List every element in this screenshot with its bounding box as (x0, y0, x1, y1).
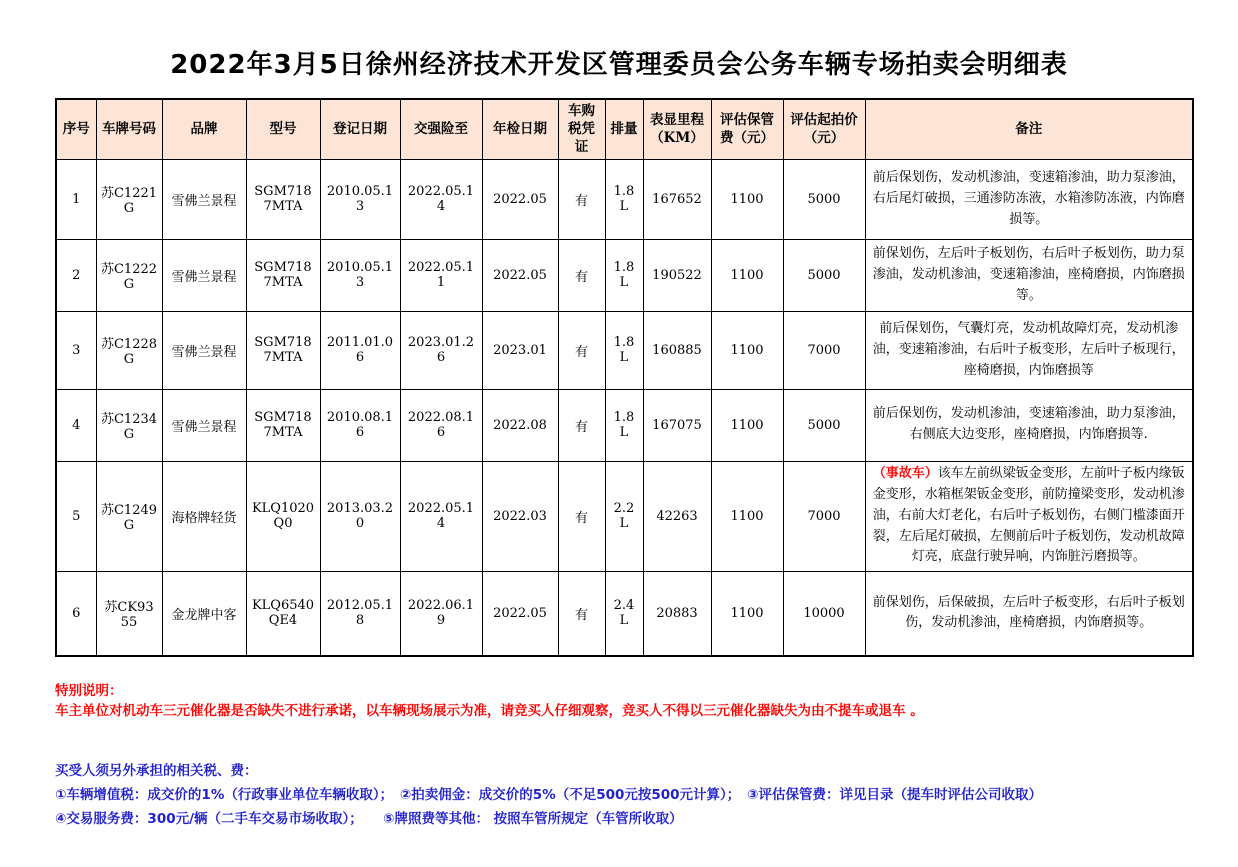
header-reg-date: 登记日期 (320, 99, 400, 159)
cell-plate: 苏C1234G (96, 389, 162, 461)
notes-section (55, 681, 1238, 830)
header-plate: 车牌号码 (96, 99, 162, 159)
cell-custody-fee: 1100 (711, 159, 783, 239)
cell-displacement: 1.8L (605, 389, 643, 461)
cell-tax-cert: 有 (558, 159, 605, 239)
cell-custody-fee: 1100 (711, 571, 783, 656)
cell-plate: 苏C1221G (96, 159, 162, 239)
fees-line-2: ④交易服务费：300元/辆（二手车交易市场收取）； ⑤牌照费等其他： 按照车管所规定（车管所收取） (55, 811, 683, 828)
cell-inspection-date: 2022.05 (482, 239, 558, 311)
cell-no: 4 (56, 389, 96, 461)
header-model: 型号 (246, 99, 320, 159)
cell-insurance-until: 2022.06.19 (400, 571, 482, 656)
accident-tag: （事故车） (872, 466, 938, 482)
cell-brand: 雪佛兰景程 (162, 389, 246, 461)
cell-mileage: 42263 (643, 461, 711, 571)
remark-text: 前后保划伤，发动机渗油，变速箱渗油，助力泵渗油，右侧底大边变形，座椅磨损，内饰磨损等. (872, 406, 1185, 443)
header-custody-fee: 评估保管费（元） (711, 99, 783, 159)
cell-inspection-date: 2022.05 (482, 159, 558, 239)
cell-custody-fee: 1100 (711, 311, 783, 389)
cell-inspection-date: 2022.03 (482, 461, 558, 571)
cell-plate: 苏C1222G (96, 239, 162, 311)
header-brand: 品牌 (162, 99, 246, 159)
cell-brand: 雪佛兰景程 (162, 311, 246, 389)
page-title: 2022年3月5日徐州经济技术开发区管理委员会公务车辆专场拍卖会明细表 (170, 50, 1068, 80)
cell-model: KLQ6540QE4 (246, 571, 320, 656)
fees-line-1: ①车辆增值税：成交价的1%（行政事业单位车辆收取）； ②拍卖佣金：成交价的5%（不足500元按500元计算）； ③评估保管费：详见目录（提车时评估公司收取） (55, 786, 1042, 803)
cell-remark (865, 389, 1193, 461)
cell-insurance-until: 2022.05.14 (400, 461, 482, 571)
cell-displacement: 1.8L (605, 159, 643, 239)
cell-mileage: 167075 (643, 389, 711, 461)
cell-insurance-until: 2022.08.16 (400, 389, 482, 461)
cell-reg-date: 2010.08.16 (320, 389, 400, 461)
cell-brand: 雪佛兰景程 (162, 239, 246, 311)
header-start-price: 评估起拍价（元） (783, 99, 865, 159)
cell-no: 3 (56, 311, 96, 389)
cell-mileage: 167652 (643, 159, 711, 239)
cell-tax-cert: 有 (558, 311, 605, 389)
cell-displacement: 2.4L (605, 571, 643, 656)
cell-mileage: 160885 (643, 311, 711, 389)
vehicle-auction-table (55, 98, 1194, 657)
special-note-title: 特别说明： (55, 683, 123, 700)
remark-text: 前保划伤，后保破损，左后叶子板变形，右后叶子板划伤，发动机渗油，座椅磨损，内饰磨损等。 (872, 594, 1185, 631)
cell-start-price: 5000 (783, 239, 865, 311)
remark-text: 该车左前纵梁钣金变形，左前叶子板内缘钣金变形，水箱框架钣金变形，前防撞梁变形，发动机渗油，右前大灯老化，右后叶子板划伤，右侧门槛漆面开裂，左后尾灯破损，左侧前后叶子板划伤，发动机故障灯亮，底盘行驶异响，内饰脏污磨损等。 (872, 466, 1185, 565)
table-row (56, 571, 1193, 656)
cell-custody-fee: 1100 (711, 389, 783, 461)
header-insurance-until: 交强险至 (400, 99, 482, 159)
cell-model: SGM7187MTA (246, 239, 320, 311)
cell-no: 6 (56, 571, 96, 656)
cell-brand: 雪佛兰景程 (162, 159, 246, 239)
table-row (56, 461, 1193, 571)
cell-insurance-until: 2023.01.26 (400, 311, 482, 389)
special-note-text: 车主单位对机动车三元催化器是否缺失不进行承诺，以车辆现场展示为准，请竞买人仔细观察，竞买人不得以三元催化器缺失为由不提车或退车 。 (55, 703, 924, 720)
cell-no: 2 (56, 239, 96, 311)
cell-tax-cert: 有 (558, 389, 605, 461)
cell-start-price: 10000 (783, 571, 865, 656)
cell-custody-fee: 1100 (711, 461, 783, 571)
remark-text: 前后保划伤，气囊灯亮，发动机故障灯亮，发动机渗油，变速箱渗油，右后叶子板变形，左后叶子板现行，座椅磨损，内饰磨损等 (872, 320, 1185, 378)
cell-tax-cert: 有 (558, 461, 605, 571)
cell-plate: 苏CK9355 (96, 571, 162, 656)
cell-model: SGM7187MTA (246, 389, 320, 461)
header-tax-cert: 车购税凭证 (558, 99, 605, 159)
cell-reg-date: 2013.03.20 (320, 461, 400, 571)
cell-model: SGM7187MTA (246, 311, 320, 389)
header-remark: 备注 (865, 99, 1193, 159)
cell-model: KLQ1020Q0 (246, 461, 320, 571)
table-header-row (56, 99, 1193, 159)
cell-tax-cert: 有 (558, 571, 605, 656)
remark-text: 前后保划伤，发动机渗油，变速箱渗油，助力泵渗油，右后尾灯破损，三通渗防冻液，水箱渗防冻液，内饰磨损等。 (872, 169, 1185, 227)
cell-no: 1 (56, 159, 96, 239)
cell-remark (865, 239, 1193, 311)
remark-text: 前保划伤，左后叶子板划伤，右后叶子板划伤，助力泵渗油，发动机渗油，变速箱渗油，座椅磨损，内饰磨损等。 (872, 245, 1185, 303)
header-displacement: 排量 (605, 99, 643, 159)
cell-reg-date: 2011.01.06 (320, 311, 400, 389)
cell-reg-date: 2010.05.13 (320, 239, 400, 311)
cell-mileage: 190522 (643, 239, 711, 311)
fees-section (55, 760, 1238, 831)
table-row (56, 311, 1193, 389)
cell-displacement: 1.8L (605, 239, 643, 311)
cell-reg-date: 2010.05.13 (320, 159, 400, 239)
cell-start-price: 7000 (783, 461, 865, 571)
cell-start-price: 7000 (783, 311, 865, 389)
table-row (56, 159, 1193, 239)
table-row (56, 239, 1193, 311)
cell-brand: 海格牌轻货 (162, 461, 246, 571)
cell-displacement: 2.2L (605, 461, 643, 571)
cell-start-price: 5000 (783, 389, 865, 461)
cell-remark (865, 461, 1193, 571)
cell-insurance-until: 2022.05.11 (400, 239, 482, 311)
cell-remark (865, 159, 1193, 239)
cell-inspection-date: 2022.05 (482, 571, 558, 656)
cell-model: SGM7187MTA (246, 159, 320, 239)
header-inspection-date: 年检日期 (482, 99, 558, 159)
cell-brand: 金龙牌中客 (162, 571, 246, 656)
header-no: 序号 (56, 99, 96, 159)
cell-displacement: 1.8L (605, 311, 643, 389)
cell-remark (865, 311, 1193, 389)
cell-mileage: 20883 (643, 571, 711, 656)
cell-insurance-until: 2022.05.14 (400, 159, 482, 239)
header-mileage: 表显里程（KM） (643, 99, 711, 159)
cell-remark (865, 571, 1193, 656)
cell-custody-fee: 1100 (711, 239, 783, 311)
fees-title: 买受人须另外承担的相关税、费： (55, 762, 258, 779)
cell-reg-date: 2012.05.18 (320, 571, 400, 656)
cell-no: 5 (56, 461, 96, 571)
cell-plate: 苏C1228G (96, 311, 162, 389)
cell-start-price: 5000 (783, 159, 865, 239)
cell-inspection-date: 2022.08 (482, 389, 558, 461)
cell-tax-cert: 有 (558, 239, 605, 311)
table-row (56, 389, 1193, 461)
cell-plate: 苏C1249G (96, 461, 162, 571)
cell-inspection-date: 2023.01 (482, 311, 558, 389)
